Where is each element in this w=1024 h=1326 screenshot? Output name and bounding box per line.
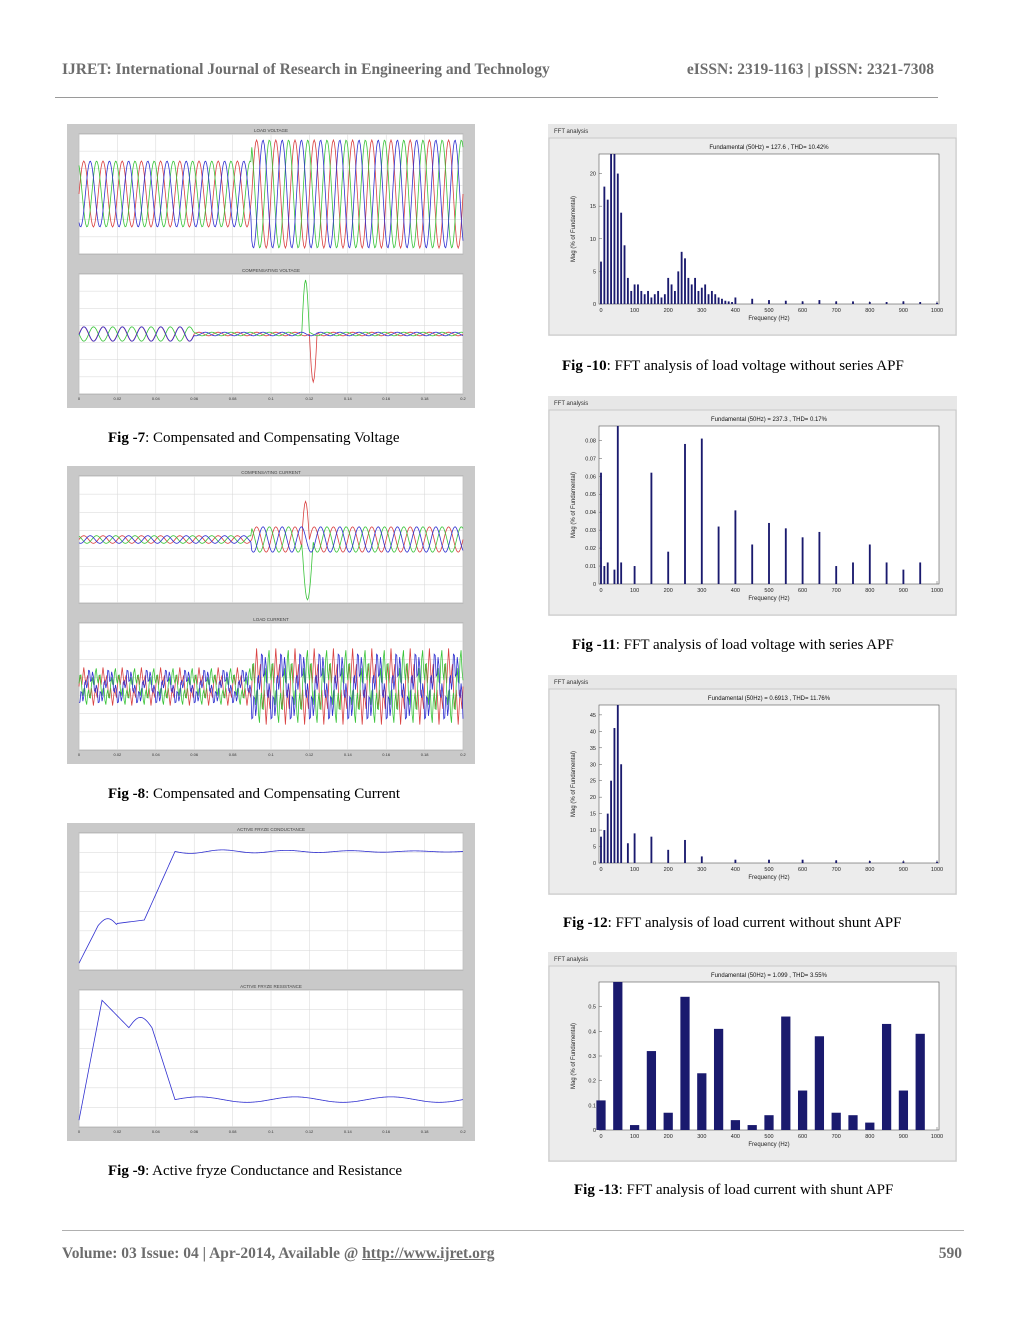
time-tick-label: 0.04 [151,752,160,757]
y-tick-label: 15 [589,811,596,818]
y-tick-label: 0.04 [585,510,596,517]
fft-bar [644,294,646,304]
fft-bar [768,300,770,304]
fft-bar [637,284,639,304]
y-tick-label: 35 [589,745,596,752]
fft-bar [734,510,736,584]
chart-title: Fundamental (50Hz) = 127.6 , THD= 10.42% [709,145,829,151]
time-tick-label: 0.06 [190,1129,199,1134]
x-tick-label: 300 [697,867,707,873]
x-tick-label: 700 [831,867,841,873]
time-tick-label: 0.1 [268,396,274,401]
time-tick-label: 0.16 [382,752,391,757]
fft-bar [698,291,700,304]
fig13-number: Fig -13 [574,1182,619,1198]
fft-bar [610,154,612,304]
y-tick-label: 0.07 [585,456,596,463]
fig10-caption [562,358,904,375]
x-tick-label: 200 [663,867,673,873]
fft-bar [714,294,716,304]
time-tick-label: 0.04 [151,396,160,401]
fft-bar [600,262,602,304]
y-tick-label: 0.1 [588,1103,596,1110]
chart-title: Fundamental (50Hz) = 237.3 , THD= 0.17% [711,417,827,423]
fft-bar [677,271,679,304]
fft-bar [607,200,609,304]
fft-bar [751,545,753,585]
fft-bar [634,284,636,304]
time-tick-label: 0.02 [113,396,122,401]
fig9-caption [108,1163,402,1180]
chart-title: Fundamental (50Hz) = 0.6913 , THD= 11.76% [707,696,831,702]
fft-bar [620,213,622,304]
fft-bar [664,1113,673,1130]
footer-link[interactable]: http://www.ijret.org [362,1245,495,1262]
fft-bar [627,278,629,304]
fft-bar [919,562,921,584]
fft-bar [936,862,938,863]
fft-bar [661,297,663,304]
x-tick-label: 300 [697,1134,707,1140]
fig12-fft-chart [548,675,957,895]
fft-bar [634,566,636,584]
fig13-text: : FFT analysis of load current with shunt APF [618,1182,894,1198]
scope-title: LOAD CURRENT [253,617,289,622]
fft-bar [886,302,888,304]
fft-bar [613,982,622,1130]
time-tick-label: 0.2 [460,1129,466,1134]
fig11-text: : FFT analysis of load voltage with series APF [615,637,894,653]
x-tick-label: 400 [730,1134,740,1140]
fig11-fft-chart [548,396,957,616]
y-tick-label: 0.2 [588,1078,596,1085]
fft-bar [886,562,888,584]
x-tick-label: 500 [764,308,774,314]
plot-area [599,705,939,863]
y-tick-label: 10 [589,828,596,835]
time-tick-label: 0.1 [268,1129,274,1134]
y-tick-label: 0.05 [585,492,596,499]
fft-bar [711,291,713,304]
fig10-number: Fig -10 [562,358,607,374]
y-tick-label: 0.08 [585,438,596,445]
fft-bar [624,245,626,304]
x-tick-label: 200 [663,588,673,594]
y-tick-label: 20 [589,795,596,802]
fft-bar [764,1115,773,1130]
x-tick-label: 1000 [930,867,944,873]
fft-bar [647,1051,656,1130]
fft-bar [731,302,733,304]
fft-bar [731,1120,740,1130]
time-tick-label: 0.02 [113,752,122,757]
x-tick-label: 800 [865,308,875,314]
fig12-number: Fig -12 [563,915,608,931]
fft-bar [835,566,837,584]
time-tick-label: 0.12 [305,1129,314,1134]
fft-bar [667,552,669,584]
time-tick-label: 0.04 [151,1129,160,1134]
x-tick-label: 700 [831,1134,841,1140]
fig7-caption [108,430,400,447]
y-tick-label: 45 [589,712,596,719]
x-tick-label: 900 [898,1134,908,1140]
time-tick-label: 0 [77,752,81,757]
fft-bar [640,291,642,304]
y-tick-label: 0.03 [585,528,596,535]
scope-title: COMPENSATING VOLTAGE [241,268,301,273]
window-title: FFT analysis [554,957,589,963]
fft-bar [781,1017,790,1130]
fft-bar [684,840,686,863]
fft-bar [603,187,605,304]
time-tick-label: 0.14 [343,752,352,757]
time-tick-label: 0.08 [228,752,237,757]
y-tick-label: 20 [589,171,596,178]
y-tick-label: 0.06 [585,474,596,481]
x-tick-label: 600 [798,588,808,594]
scope-title: COMPENSATING CURRENT [241,470,301,475]
time-tick-label: 0.1 [268,752,274,757]
x-tick-label: 500 [764,588,774,594]
y-tick-label: 0 [592,861,596,867]
y-axis-label: Mag (% of Fundamental) [571,750,577,818]
fft-bar [617,174,619,304]
fft-bar [600,837,602,863]
fig13-fft-chart [548,952,957,1162]
x-tick-label: 0 [599,588,603,594]
fft-bar [630,1125,639,1130]
x-axis-label: Frequency (Hz) [748,316,790,322]
time-tick-label: 0.06 [190,396,199,401]
time-tick-label: 0.08 [228,396,237,401]
fft-bar [630,291,632,304]
fft-bar [802,860,804,863]
fft-bar [902,301,904,304]
y-tick-label: 10 [589,236,596,243]
y-tick-label: 15 [589,204,596,211]
x-tick-label: 0 [599,308,603,314]
scope-title: LOAD VOLTAGE [253,128,289,133]
footer-volume: Volume: 03 Issue: 04 | Apr-2014, Available @ [62,1245,363,1262]
fft-bar [610,781,612,863]
fft-bar [815,1036,824,1130]
fft-bar [617,705,619,863]
fft-bar [728,301,730,304]
fft-bar [869,302,871,304]
x-tick-label: 300 [697,308,707,314]
fft-bar [650,837,652,863]
fft-bar [734,860,736,863]
fft-bar [603,566,605,584]
y-tick-label: 0 [592,1128,596,1134]
fft-bar [919,302,921,304]
x-tick-label: 200 [663,1134,673,1140]
fft-bar [835,860,837,863]
fft-bar [916,1034,925,1130]
fft-bar [674,291,676,304]
fft-bar [882,1024,891,1130]
fig9-text: : Active fryze Conductance and Resistance [145,1163,403,1179]
x-tick-label: 300 [697,588,707,594]
y-tick-label: 0.4 [588,1029,596,1036]
fig9-image [67,823,475,1141]
fft-bar [687,278,689,304]
fft-bar [818,532,820,584]
fft-bar [869,861,871,863]
fft-bar [634,833,636,863]
time-tick-label: 0.14 [343,396,352,401]
fft-bar [650,473,652,584]
fft-bar [848,1115,857,1130]
fft-bar [748,1125,757,1130]
journal-title: IJRET: International Journal of Research in Engineering and Technology [62,61,550,78]
fft-bar [650,297,652,304]
fft-bar [627,843,629,863]
time-tick-label: 0 [77,1129,81,1134]
fig12-caption [563,915,901,932]
x-tick-label: 1000 [930,588,944,594]
x-axis-label: Frequency (Hz) [748,875,790,881]
time-tick-label: 0.08 [228,1129,237,1134]
fft-bar [701,856,703,863]
fig8-number: Fig -8 [108,786,146,802]
y-tick-label: 5 [592,269,596,276]
x-axis-label: Frequency (Hz) [748,596,790,602]
x-tick-label: 0 [599,867,603,873]
fft-bar [734,297,736,304]
fft-bar [671,284,673,304]
y-axis-label: Mag (% of Fundamental) [571,195,577,263]
time-tick-label: 0.18 [420,396,429,401]
fft-bar [832,1113,841,1130]
fft-bar [620,764,622,863]
fft-bar [798,1091,807,1130]
fig10-text: : FFT analysis of load voltage without series APF [606,358,904,374]
fft-bar [704,284,706,304]
fft-bar [936,303,938,304]
x-tick-label: 1000 [930,308,944,314]
fft-bar [785,528,787,584]
fft-bar [718,527,720,584]
fft-bar [724,301,726,304]
fft-bar [751,299,753,304]
x-tick-label: 700 [831,308,841,314]
x-tick-label: 100 [630,308,640,314]
fft-bar [701,288,703,304]
x-axis-label: Frequency (Hz) [748,1142,790,1148]
fft-bar [852,301,854,304]
fft-bar [681,252,683,304]
fft-bar [684,258,686,304]
y-tick-label: 0 [592,302,596,308]
x-tick-label: 100 [630,867,640,873]
y-tick-label: 0.5 [588,1004,596,1011]
fig7-text: : Compensated and Compensating Voltage [145,430,400,446]
fft-bar [617,426,619,584]
fft-bar [620,562,622,584]
time-tick-label: 0.02 [113,1129,122,1134]
page-footer [62,1245,962,1263]
x-tick-label: 900 [898,867,908,873]
fig7-number: Fig -7 [108,430,146,446]
time-tick-label: 0.2 [460,396,466,401]
y-tick-label: 0.02 [585,546,596,553]
y-tick-label: 30 [589,762,596,769]
fft-bar [902,570,904,584]
fft-bar [684,444,686,584]
y-axis-label: Mag (% of Fundamental) [571,471,577,539]
time-tick-label: 0.16 [382,1129,391,1134]
fft-bar [694,278,696,304]
x-tick-label: 800 [865,867,875,873]
x-tick-label: 800 [865,1134,875,1140]
header-rule [55,97,938,98]
y-tick-label: 5 [592,844,596,851]
x-tick-label: 400 [730,588,740,594]
fft-bar [708,294,710,304]
fig8-caption [108,786,400,803]
x-tick-label: 400 [730,308,740,314]
window-title: FFT analysis [554,680,589,686]
y-tick-label: 0.3 [588,1054,596,1060]
fft-bar [607,562,609,584]
y-tick-label: 0.01 [585,564,596,571]
y-tick-label: 40 [589,729,596,736]
fft-bar [657,291,659,304]
scope-title: ACTIVE FRYZE CONDUCTANCE [236,827,306,832]
time-tick-label: 0.16 [382,396,391,401]
time-tick-label: 0.18 [420,1129,429,1134]
x-tick-label: 1000 [930,1134,944,1140]
x-tick-label: 100 [630,588,640,594]
time-tick-label: 0.06 [190,752,199,757]
fig8-image [67,466,475,764]
fft-bar [818,300,820,304]
fft-bar [691,284,693,304]
x-tick-label: 800 [865,588,875,594]
footer-rule [62,1230,964,1231]
fft-bar [647,291,649,304]
time-tick-label: 0.14 [343,1129,352,1134]
fft-bar [667,278,669,304]
time-tick-label: 0.2 [460,752,466,757]
fig11-number: Fig -11 [572,637,616,653]
time-tick-label: 0 [77,396,81,401]
x-tick-label: 0 [599,1134,603,1140]
x-tick-label: 400 [730,867,740,873]
window-title: FFT analysis [554,401,589,407]
x-tick-label: 500 [764,867,774,873]
fft-bar [654,294,656,304]
fft-bar [614,728,616,863]
fft-bar [869,545,871,585]
plot-area [599,154,939,304]
fft-bar [802,537,804,584]
fft-bar [852,562,854,584]
time-tick-label: 0.12 [305,752,314,757]
page-number: 590 [938,1245,962,1262]
y-tick-label: 25 [589,778,596,785]
fft-bar [701,439,703,584]
x-tick-label: 100 [630,1134,640,1140]
fft-bar [603,830,605,863]
time-tick-label: 0.12 [305,396,314,401]
x-tick-label: 600 [798,1134,808,1140]
x-tick-label: 200 [663,308,673,314]
chart-title: Fundamental (50Hz) = 1.099 , THD= 3.55% [711,973,827,979]
x-tick-label: 900 [898,308,908,314]
fig9-number: Fig -9 [108,1163,146,1179]
fft-bar [697,1073,706,1130]
fft-bar [714,1029,723,1130]
fig7-image [67,124,475,408]
fft-bar [607,814,609,863]
issn-line: eISSN: 2319-1163 | pISSN: 2321-7308 [686,61,934,78]
fft-bar [802,301,804,304]
x-tick-label: 900 [898,588,908,594]
fft-bar [680,997,689,1130]
scope-title: ACTIVE FRYZE RESISTANCE [240,984,302,989]
fft-bar [865,1123,874,1130]
time-tick-label: 0.18 [420,752,429,757]
fft-bar [902,861,904,863]
fig13-caption [574,1182,893,1199]
x-tick-label: 600 [798,308,808,314]
fft-bar [899,1091,908,1130]
x-tick-label: 700 [831,588,841,594]
window-title: FFT analysis [554,129,589,135]
fft-bar [600,473,602,584]
fft-bar [768,523,770,584]
fft-bar [614,570,616,584]
fft-bar [667,850,669,863]
y-tick-label: 0 [592,582,596,588]
fft-bar [721,299,723,304]
fig12-text: : FFT analysis of load current without shunt APF [607,915,902,931]
fft-bar [664,294,666,304]
x-tick-label: 500 [764,1134,774,1140]
fft-bar [768,860,770,863]
fig10-fft-chart [548,124,957,336]
fft-bar [785,301,787,304]
fft-bar [596,1100,605,1130]
fig11-caption [572,637,894,654]
fft-bar [718,297,720,304]
fig8-text: : Compensated and Compensating Current [145,786,401,802]
x-tick-label: 600 [798,867,808,873]
fft-bar [614,154,616,304]
y-axis-label: Mag (% of Fundamental) [571,1022,577,1090]
fft-bar [835,301,837,304]
